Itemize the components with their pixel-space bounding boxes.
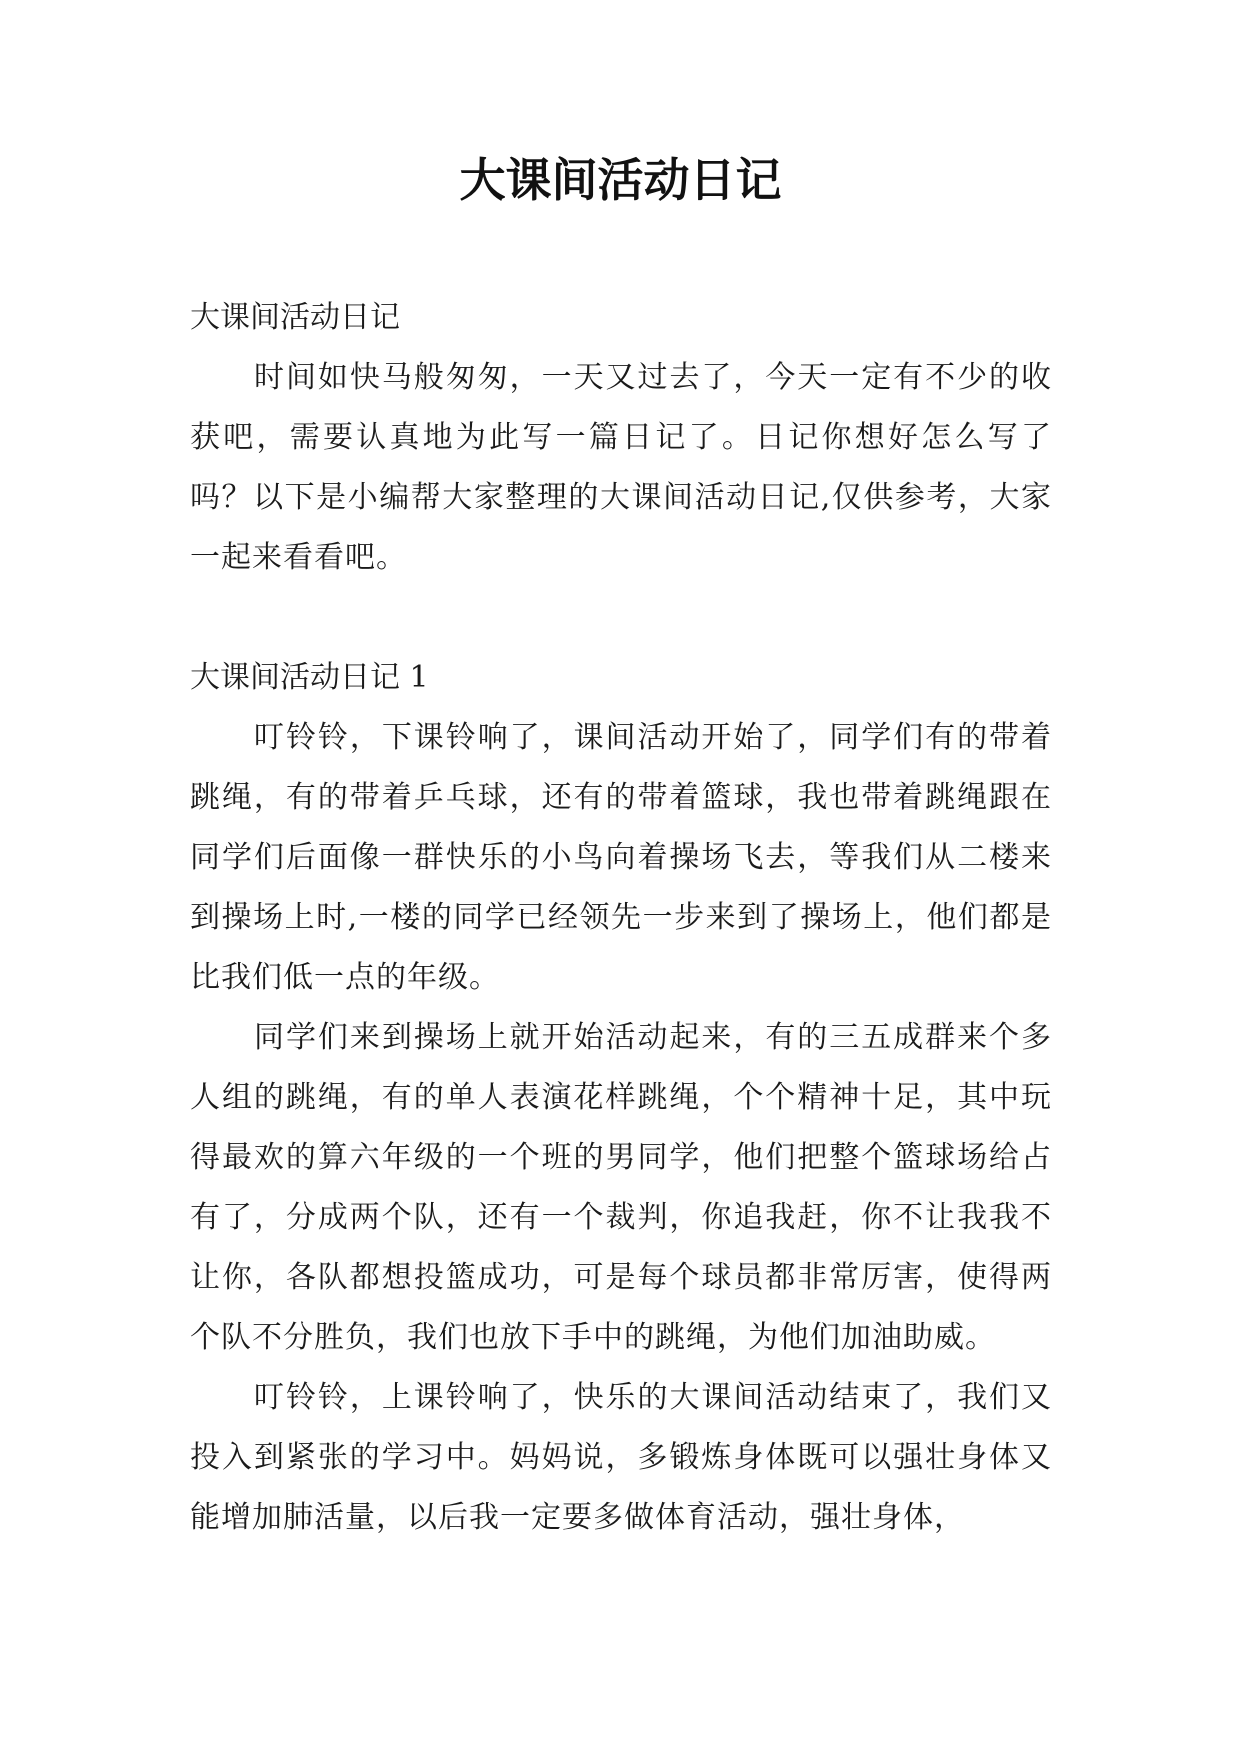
document-title: 大课间活动日记	[459, 153, 782, 207]
section-heading: 大课间活动日记	[190, 300, 400, 335]
body-paragraph-3: 叮铃铃，上课铃响了，快乐的大课间活动结束了，我们又投入到紧张的学习中。妈妈说，多锻炼身体既可以强壮身体又能增加肺活量，以后我一定要多做体育活动，强壮身体，	[190, 1380, 1052, 1535]
body-paragraph-2: 同学们来到操场上就开始活动起来，有的三五成群来个多人组的跳绳，有的单人表演花样跳绳，个个精神十足，其中玩得最欢的算六年级的一个班的男同学，他们把整个篮球场给占有了，分成两个队，还有一个裁判，你追我赶，你不让我我不让你，各队都想投篮成功，可是每个球员都非常厉害，使得两个队不分胜负，我们也放下手中的跳绳，为他们加油助威。	[190, 1020, 1052, 1355]
intro-paragraph: 时间如快马般匆匆，一天又过去了，今天一定有不少的收获吧，需要认真地为此写一篇日记了。日记你想好怎么写了吗？以下是小编帮大家整理的大课间活动日记,仅供参考，大家一起来看看吧。	[190, 360, 1052, 575]
document-body	[190, 288, 1052, 1548]
body-paragraph-1: 叮铃铃，下课铃响了，课间活动开始了，同学们有的带着跳绳，有的带着乒乓球，还有的带着篮球，我也带着跳绳跟在同学们后面像一群快乐的小鸟向着操场飞去，等我们从二楼来到操场上时,一楼的同学已经领先一步来到了操场上，他们都是比我们低一点的年级。	[190, 720, 1052, 995]
section-spacer	[190, 588, 1052, 648]
section-heading-1: 大课间活动日记 1	[190, 660, 429, 695]
